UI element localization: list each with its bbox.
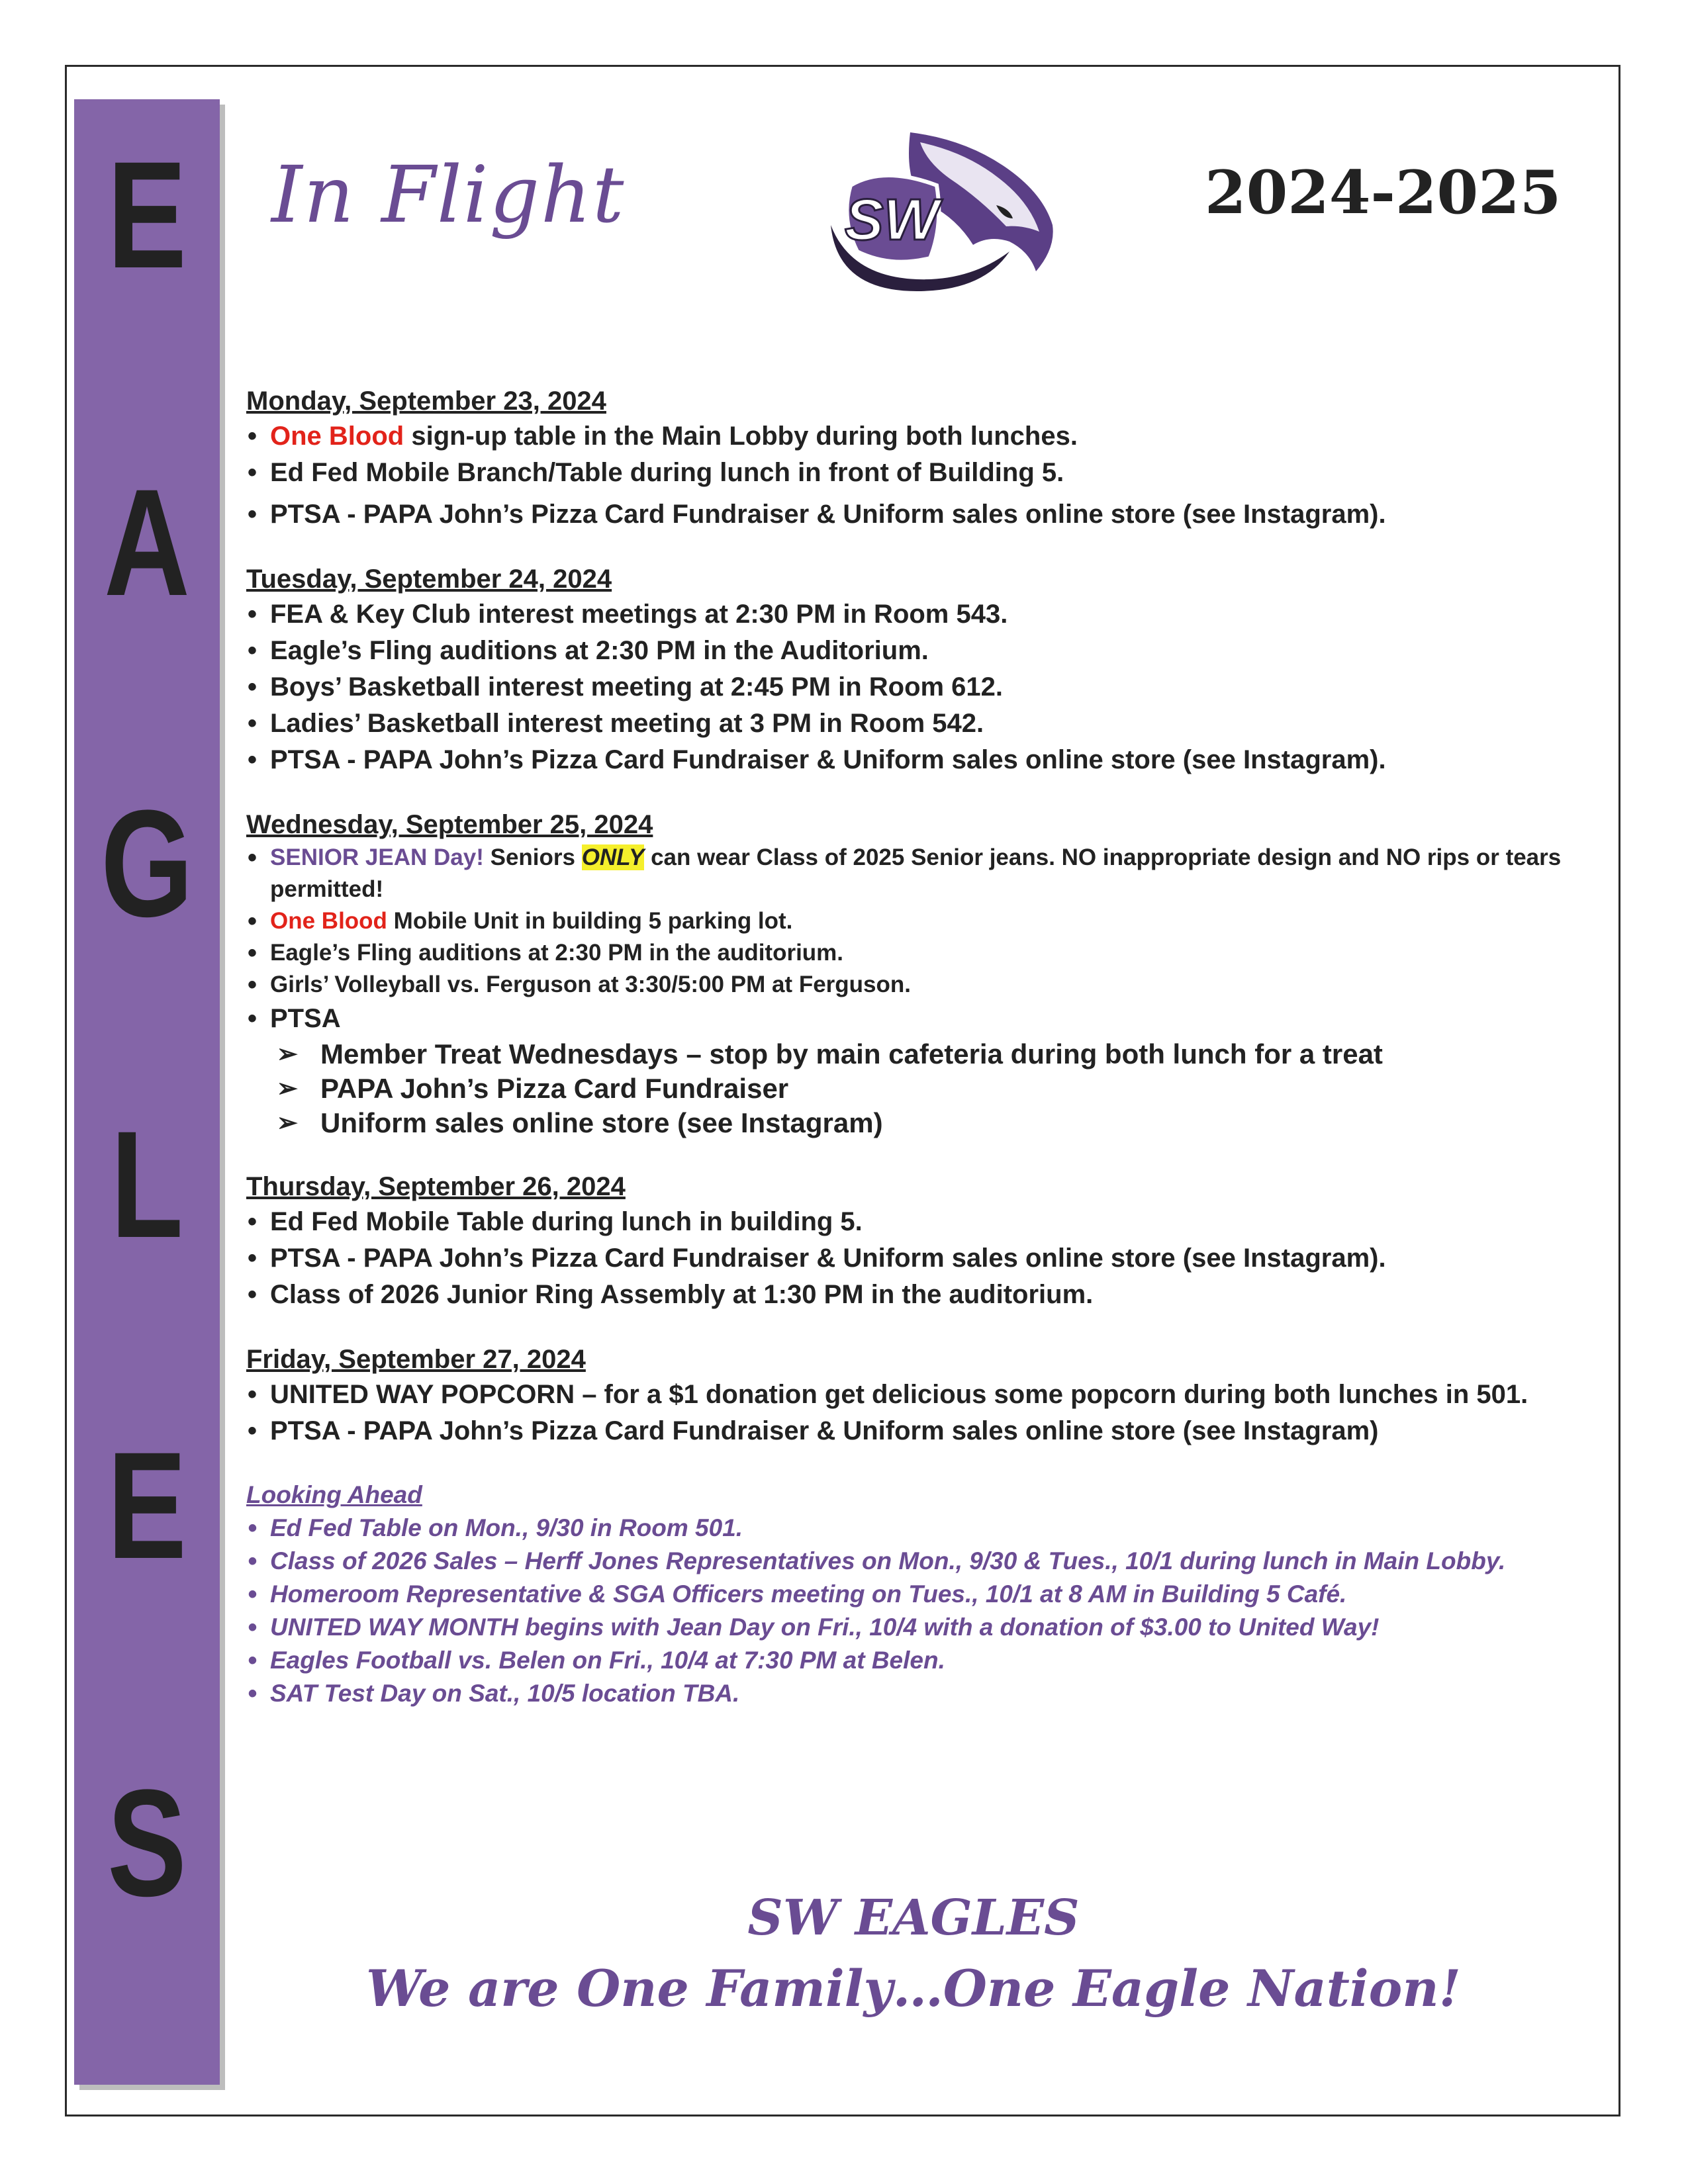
list-item: • Eagle’s Fling auditions at 2:30 PM in the auditorium. xyxy=(246,937,1583,969)
list-item: • Ladies’ Basketball interest meeting at 3 PM in Room 542. xyxy=(246,705,1583,742)
list-item: • Eagle’s Fling auditions at 2:30 PM in the Auditorium. xyxy=(246,633,1583,669)
senior-jean-label: SENIOR JEAN Day! xyxy=(270,844,484,870)
list-item: • PTSA - PAPA John’s Pizza Card Fundraiser & Uniform sales online store (see Instagram) xyxy=(246,1413,1583,1449)
list-item: • Ed Fed Mobile Branch/Table during lunch in front of Building 5. xyxy=(246,455,1583,491)
newsletter-body xyxy=(246,384,1583,1739)
list-item: • SENIOR JEAN Day! Seniors ONLY can wear Class of 2025 Senior jeans. NO inappropriate design and NO rips or tears permitted! xyxy=(246,842,1583,905)
list-item: • PTSA xyxy=(246,1001,1583,1037)
list-item: • PTSA - PAPA John’s Pizza Card Fundraiser & Uniform sales online store (see Instagram). xyxy=(246,496,1583,533)
eagles-sidebar xyxy=(74,99,220,2085)
footer-sw-eagles: SW EAGLES xyxy=(747,1889,1080,1946)
newsletter-title: In Flight xyxy=(271,149,626,240)
list-item: • FEA & Key Club interest meetings at 2:30 PM in Room 543. xyxy=(246,596,1583,633)
day-heading: Wednesday, September 25, 2024 xyxy=(246,810,653,839)
list-item: • UNITED WAY MONTH begins with Jean Day on Fri., 10/4 with a donation of $3.00 to United Way! xyxy=(246,1611,1583,1644)
list-item: • Girls’ Volleyball vs. Ferguson at 3:30/5:00 PM at Ferguson. xyxy=(246,969,1583,1001)
sub-list-item: ➢ PAPA John’s Pizza Card Fundraiser xyxy=(246,1071,1583,1106)
list-item: • One Blood sign-up table in the Main Lobby during both lunches. xyxy=(246,418,1583,455)
list-item: • PTSA - PAPA John’s Pizza Card Fundraiser & Uniform sales online store (see Instagram). xyxy=(246,1240,1583,1277)
sidebar-letter: E xyxy=(107,130,187,300)
sidebar-letter: A xyxy=(104,457,190,627)
list-item: • Class of 2026 Sales – Herff Jones Representatives on Mon., 9/30 & Tues., 10/1 during lunch in Main Lobby. xyxy=(246,1545,1583,1578)
day-heading: Thursday, September 26, 2024 xyxy=(246,1172,626,1201)
list-item: • Class of 2026 Junior Ring Assembly at 1:30 PM in the auditorium. xyxy=(246,1277,1583,1313)
list-item: • Ed Fed Table on Mon., 9/30 in Room 501. xyxy=(246,1512,1583,1545)
sidebar-letter: G xyxy=(101,778,193,948)
day-thursday xyxy=(246,1169,1583,1313)
list-item: • PTSA - PAPA John’s Pizza Card Fundraiser & Uniform sales online store (see Instagram). xyxy=(246,742,1583,778)
only-highlight: ONLY xyxy=(581,844,645,870)
day-heading: Monday, September 23, 2024 xyxy=(246,387,606,416)
footer-slogan: We are One Family…One Eagle Nation! xyxy=(366,1959,1461,2018)
sidebar-letter: E xyxy=(107,1420,187,1590)
day-heading: Tuesday, September 24, 2024 xyxy=(246,565,612,594)
list-item: • One Blood Mobile Unit in building 5 parking lot. xyxy=(246,905,1583,937)
sub-list-item: ➢ Uniform sales online store (see Instagram) xyxy=(246,1106,1583,1140)
sw-eagle-logo xyxy=(811,126,1069,298)
day-friday xyxy=(246,1342,1583,1449)
one-blood-label: One Blood xyxy=(270,422,404,451)
day-monday xyxy=(246,384,1583,533)
list-item: • Boys’ Basketball interest meeting at 2:45 PM in Room 612. xyxy=(246,669,1583,705)
list-item: • UNITED WAY POPCORN – for a $1 donation get delicious some popcorn during both lunches in 501. xyxy=(246,1377,1583,1413)
sub-list-item: ➢ Member Treat Wednesdays – stop by main cafeteria during both lunch for a treat xyxy=(246,1037,1583,1071)
sidebar-letter: L xyxy=(111,1099,183,1269)
logo-monogram: SW xyxy=(845,187,939,252)
sidebar-letter: S xyxy=(107,1758,187,1928)
looking-ahead xyxy=(246,1479,1583,1710)
list-item: • Eagles Football vs. Belen on Fri., 10/4 at 7:30 PM at Belen. xyxy=(246,1644,1583,1677)
list-item: • SAT Test Day on Sat., 10/5 location TBA. xyxy=(246,1677,1583,1710)
day-tuesday xyxy=(246,562,1583,778)
list-item: • Ed Fed Mobile Table during lunch in building 5. xyxy=(246,1204,1583,1240)
day-wednesday xyxy=(246,807,1583,1140)
school-year: 2024-2025 xyxy=(1205,158,1562,228)
list-item: • Homeroom Representative & SGA Officers meeting on Tues., 10/1 at 8 AM in Building 5 Café. xyxy=(246,1578,1583,1611)
looking-ahead-heading: Looking Ahead xyxy=(246,1481,422,1508)
one-blood-label: One Blood xyxy=(270,908,387,934)
day-heading: Friday, September 27, 2024 xyxy=(246,1345,586,1374)
